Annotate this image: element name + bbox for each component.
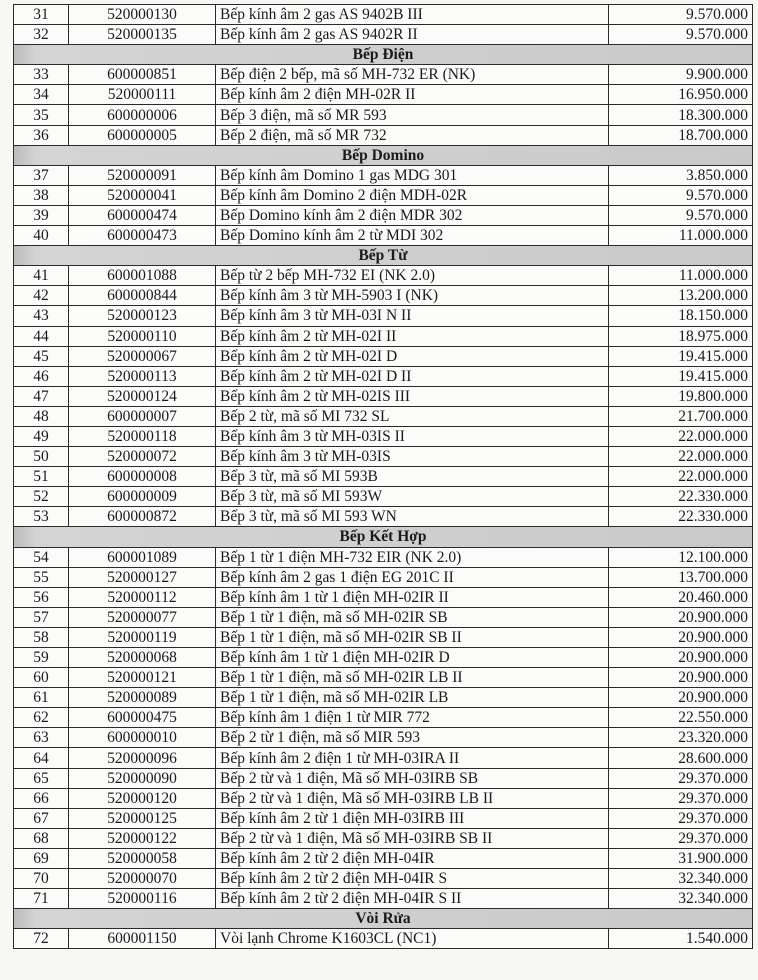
product-price: 20.900.000: [609, 688, 753, 708]
row-number: 47: [14, 386, 69, 406]
product-code: 520000110: [69, 326, 216, 346]
product-price: 32.340.000: [609, 869, 753, 889]
product-name: Bếp kính âm 2 gas AS 9402R II: [216, 25, 609, 45]
product-price: 9.570.000: [609, 205, 753, 225]
section-title: Vòi Rửa: [14, 909, 753, 929]
product-price: 13.200.000: [609, 286, 753, 306]
table-row: [14, 788, 753, 808]
product-name: Bếp 3 điện, mã số MR 593: [216, 105, 609, 125]
product-price: 22.000.000: [609, 447, 753, 467]
product-name: Bếp 2 từ, mã số MI 732 SL: [216, 406, 609, 426]
product-code: 520000120: [69, 788, 216, 808]
table-row: [14, 447, 753, 467]
section-header-row: [14, 145, 753, 165]
product-price: 18.700.000: [609, 125, 753, 145]
product-code: 600000010: [69, 728, 216, 748]
product-name: Bếp 1 từ 1 điện, mã số MH-02IR LB II: [216, 668, 609, 688]
product-price: 19.800.000: [609, 386, 753, 406]
product-price: 9.570.000: [609, 5, 753, 25]
table-row: [14, 808, 753, 828]
product-price: 9.570.000: [609, 25, 753, 45]
product-code: 520000068: [69, 648, 216, 668]
product-code: 600001088: [69, 266, 216, 286]
product-price: 18.975.000: [609, 326, 753, 346]
table-row: [14, 889, 753, 909]
table-row: [14, 467, 753, 487]
product-code: 600000008: [69, 467, 216, 487]
product-price: 29.370.000: [609, 788, 753, 808]
product-code: 520000091: [69, 165, 216, 185]
row-number: 37: [14, 165, 69, 185]
product-name: Bếp kính âm 3 từ MH-03IS: [216, 447, 609, 467]
product-code: 600000473: [69, 226, 216, 246]
product-code: 520000127: [69, 567, 216, 587]
product-code: 520000058: [69, 848, 216, 868]
product-code: 520000118: [69, 426, 216, 446]
product-name: Bếp 2 điện, mã số MR 732: [216, 125, 609, 145]
row-number: 31: [14, 5, 69, 25]
row-number: 40: [14, 226, 69, 246]
product-name: Bếp kính âm Domino 2 điện MDH-02R: [216, 185, 609, 205]
section-title: Bếp Điện: [14, 45, 753, 65]
table-row: [14, 205, 753, 225]
table-row: [14, 65, 753, 85]
table-row: [14, 286, 753, 306]
product-price: 28.600.000: [609, 748, 753, 768]
product-name: Bếp kính âm 2 từ MH-02I D II: [216, 366, 609, 386]
table-row: [14, 627, 753, 647]
product-code: 520000096: [69, 748, 216, 768]
table-row: [14, 748, 753, 768]
product-code: 520000113: [69, 366, 216, 386]
product-price: 29.370.000: [609, 768, 753, 788]
section-title: Bếp Kết Hợp: [14, 527, 753, 547]
product-name: Bếp kính âm 2 gas AS 9402B III: [216, 5, 609, 25]
row-number: 60: [14, 668, 69, 688]
product-name: Bếp 3 từ, mã số MI 593W: [216, 487, 609, 507]
row-number: 66: [14, 788, 69, 808]
product-name: Bếp kính âm 1 từ 1 điện MH-02IR II: [216, 587, 609, 607]
table-row: [14, 5, 753, 25]
table-row: [14, 507, 753, 527]
row-number: 62: [14, 708, 69, 728]
product-name: Bếp 1 từ 1 điện, mã số MH-02IR SB II: [216, 627, 609, 647]
row-number: 45: [14, 346, 69, 366]
product-price: 20.900.000: [609, 648, 753, 668]
table-row: [14, 728, 753, 748]
table-row: [14, 688, 753, 708]
product-code: 520000116: [69, 889, 216, 909]
product-code: 600000009: [69, 487, 216, 507]
table-row: [14, 406, 753, 426]
table-row: [14, 708, 753, 728]
product-code: 600000475: [69, 708, 216, 728]
row-number: 49: [14, 426, 69, 446]
product-code: 520000123: [69, 306, 216, 326]
row-number: 34: [14, 85, 69, 105]
row-number: 35: [14, 105, 69, 125]
product-name: Bếp kính âm 2 điện MH-02R II: [216, 85, 609, 105]
product-price: 20.900.000: [609, 668, 753, 688]
product-name: Bếp 2 từ và 1 điện, Mã số MH-03IRB SB II: [216, 828, 609, 848]
product-code: 520000119: [69, 627, 216, 647]
table-row: [14, 165, 753, 185]
product-name: Bếp 3 từ, mã số MI 593 WN: [216, 507, 609, 527]
product-name: Bếp Domino kính âm 2 từ MDI 302: [216, 226, 609, 246]
product-code: 600001150: [69, 929, 216, 949]
product-name: Bếp kính âm Domino 1 gas MDG 301: [216, 165, 609, 185]
row-number: 59: [14, 648, 69, 668]
product-name: Bếp kính âm 2 từ MH-02I II: [216, 326, 609, 346]
table-row: [14, 547, 753, 567]
product-price: 22.000.000: [609, 426, 753, 446]
row-number: 54: [14, 547, 69, 567]
table-row: [14, 828, 753, 848]
product-code: 600000474: [69, 205, 216, 225]
product-name: Bếp kính âm 2 từ 2 điện MH-04IR: [216, 848, 609, 868]
product-price: 20.900.000: [609, 627, 753, 647]
product-name: Bếp 1 từ 1 điện, mã số MH-02IR SB: [216, 607, 609, 627]
product-name: Bếp kính âm 3 từ MH-5903 I (NK): [216, 286, 609, 306]
product-name: Bếp kính âm 3 từ MH-03I N II: [216, 306, 609, 326]
section-header-row: [14, 246, 753, 266]
product-code: 520000067: [69, 346, 216, 366]
section-title: Bếp Từ: [14, 246, 753, 266]
product-price: 22.000.000: [609, 467, 753, 487]
product-name: Bếp 1 từ 1 điện MH-732 EIR (NK 2.0): [216, 547, 609, 567]
table-row: [14, 25, 753, 45]
table-row: [14, 869, 753, 889]
product-price: 9.570.000: [609, 185, 753, 205]
product-price: 9.900.000: [609, 65, 753, 85]
product-price: 22.330.000: [609, 487, 753, 507]
section-header-row: [14, 909, 753, 929]
table-row: [14, 768, 753, 788]
row-number: 65: [14, 768, 69, 788]
row-number: 72: [14, 929, 69, 949]
product-name: Bếp kính âm 2 từ 1 điện MH-03IRB III: [216, 808, 609, 828]
product-price: 21.700.000: [609, 406, 753, 426]
table-row: [14, 105, 753, 125]
product-price: 16.950.000: [609, 85, 753, 105]
table-row: [14, 587, 753, 607]
product-name: Bếp điện 2 bếp, mã số MH-732 ER (NK): [216, 65, 609, 85]
row-number: 46: [14, 366, 69, 386]
product-name: Bếp 3 từ, mã số MI 593B: [216, 467, 609, 487]
product-code: 520000089: [69, 688, 216, 708]
product-code: 600000844: [69, 286, 216, 306]
product-name: Bếp 1 từ 1 điện, mã số MH-02IR LB: [216, 688, 609, 708]
row-number: 48: [14, 406, 69, 426]
product-price: 19.415.000: [609, 366, 753, 386]
product-name: Bếp kính âm 2 điện 1 từ MH-03IRA II: [216, 748, 609, 768]
product-price: 29.370.000: [609, 808, 753, 828]
row-number: 57: [14, 607, 69, 627]
product-code: 520000112: [69, 587, 216, 607]
product-price: 12.100.000: [609, 547, 753, 567]
product-name: Bếp Domino kính âm 2 điện MDR 302: [216, 205, 609, 225]
product-code: 520000122: [69, 828, 216, 848]
row-number: 67: [14, 808, 69, 828]
product-name: Bếp kính âm 1 từ 1 điện MH-02IR D: [216, 648, 609, 668]
row-number: 51: [14, 467, 69, 487]
section-header-row: [14, 527, 753, 547]
table-row: [14, 125, 753, 145]
product-price: 13.700.000: [609, 567, 753, 587]
row-number: 71: [14, 889, 69, 909]
product-price: 32.340.000: [609, 889, 753, 909]
product-code: 520000125: [69, 808, 216, 828]
product-name: Bếp kính âm 2 từ MH-02IS III: [216, 386, 609, 406]
table-row: [14, 487, 753, 507]
product-price: 20.900.000: [609, 607, 753, 627]
product-name: Bếp kính âm 2 gas 1 điện EG 201C II: [216, 567, 609, 587]
table-row: [14, 607, 753, 627]
product-price: 18.300.000: [609, 105, 753, 125]
row-number: 33: [14, 65, 69, 85]
table-row: [14, 306, 753, 326]
product-code: 600000872: [69, 507, 216, 527]
product-name: Bếp kính âm 2 từ 2 điện MH-04IR S: [216, 869, 609, 889]
product-price: 11.000.000: [609, 266, 753, 286]
section-title: Bếp Domino: [14, 145, 753, 165]
table-row: [14, 346, 753, 366]
product-price: 19.415.000: [609, 346, 753, 366]
product-code: 600000006: [69, 105, 216, 125]
row-number: 36: [14, 125, 69, 145]
product-code: 600000007: [69, 406, 216, 426]
table-row: [14, 85, 753, 105]
row-number: 64: [14, 748, 69, 768]
section-header-row: [14, 45, 753, 65]
product-price: 3.850.000: [609, 165, 753, 185]
table-row: [14, 648, 753, 668]
table-row: [14, 226, 753, 246]
product-code: 520000135: [69, 25, 216, 45]
row-number: 42: [14, 286, 69, 306]
product-name: Bếp 2 từ 1 điện, mã số MIR 593: [216, 728, 609, 748]
row-number: 39: [14, 205, 69, 225]
row-number: 70: [14, 869, 69, 889]
row-number: 69: [14, 848, 69, 868]
row-number: 56: [14, 587, 69, 607]
product-name: Bếp kính âm 1 điện 1 từ MIR 772: [216, 708, 609, 728]
row-number: 61: [14, 688, 69, 708]
row-number: 52: [14, 487, 69, 507]
product-name: Bếp kính âm 3 từ MH-03IS II: [216, 426, 609, 446]
product-code: 520000111: [69, 85, 216, 105]
product-code: 520000124: [69, 386, 216, 406]
row-number: 63: [14, 728, 69, 748]
row-number: 43: [14, 306, 69, 326]
product-code: 600000851: [69, 65, 216, 85]
row-number: 41: [14, 266, 69, 286]
price-list-table: [13, 4, 753, 949]
table-row: [14, 426, 753, 446]
product-name: Bếp 2 từ và 1 điện, Mã số MH-03IRB LB II: [216, 788, 609, 808]
product-price: 31.900.000: [609, 848, 753, 868]
product-code: 520000072: [69, 447, 216, 467]
product-price: 22.550.000: [609, 708, 753, 728]
product-price: 11.000.000: [609, 226, 753, 246]
product-name: Bếp 2 từ và 1 điện, Mã số MH-03IRB SB: [216, 768, 609, 788]
product-name: Bếp kính âm 2 từ 2 điện MH-04IR S II: [216, 889, 609, 909]
table-row: [14, 848, 753, 868]
table-row: [14, 386, 753, 406]
row-number: 50: [14, 447, 69, 467]
product-name: Vòi lạnh Chrome K1603CL (NC1): [216, 929, 609, 949]
price-list-body: [14, 5, 753, 949]
product-price: 29.370.000: [609, 828, 753, 848]
product-name: Bếp từ 2 bếp MH-732 EI (NK 2.0): [216, 266, 609, 286]
table-row: [14, 366, 753, 386]
table-row: [14, 668, 753, 688]
row-number: 38: [14, 185, 69, 205]
product-code: 520000077: [69, 607, 216, 627]
table-row: [14, 185, 753, 205]
product-code: 600000005: [69, 125, 216, 145]
product-code: 520000041: [69, 185, 216, 205]
row-number: 44: [14, 326, 69, 346]
table-row: [14, 326, 753, 346]
product-price: 23.320.000: [609, 728, 753, 748]
product-code: 520000090: [69, 768, 216, 788]
product-code: 520000130: [69, 5, 216, 25]
row-number: 32: [14, 25, 69, 45]
row-number: 55: [14, 567, 69, 587]
product-price: 22.330.000: [609, 507, 753, 527]
row-number: 68: [14, 828, 69, 848]
product-price: 18.150.000: [609, 306, 753, 326]
table-row: [14, 567, 753, 587]
row-number: 53: [14, 507, 69, 527]
product-code: 520000121: [69, 668, 216, 688]
row-number: 58: [14, 627, 69, 647]
product-name: Bếp kính âm 2 từ MH-02I D: [216, 346, 609, 366]
table-row: [14, 266, 753, 286]
table-row: [14, 929, 753, 949]
product-code: 600001089: [69, 547, 216, 567]
product-price: 1.540.000: [609, 929, 753, 949]
product-code: 520000070: [69, 869, 216, 889]
product-price: 20.460.000: [609, 587, 753, 607]
